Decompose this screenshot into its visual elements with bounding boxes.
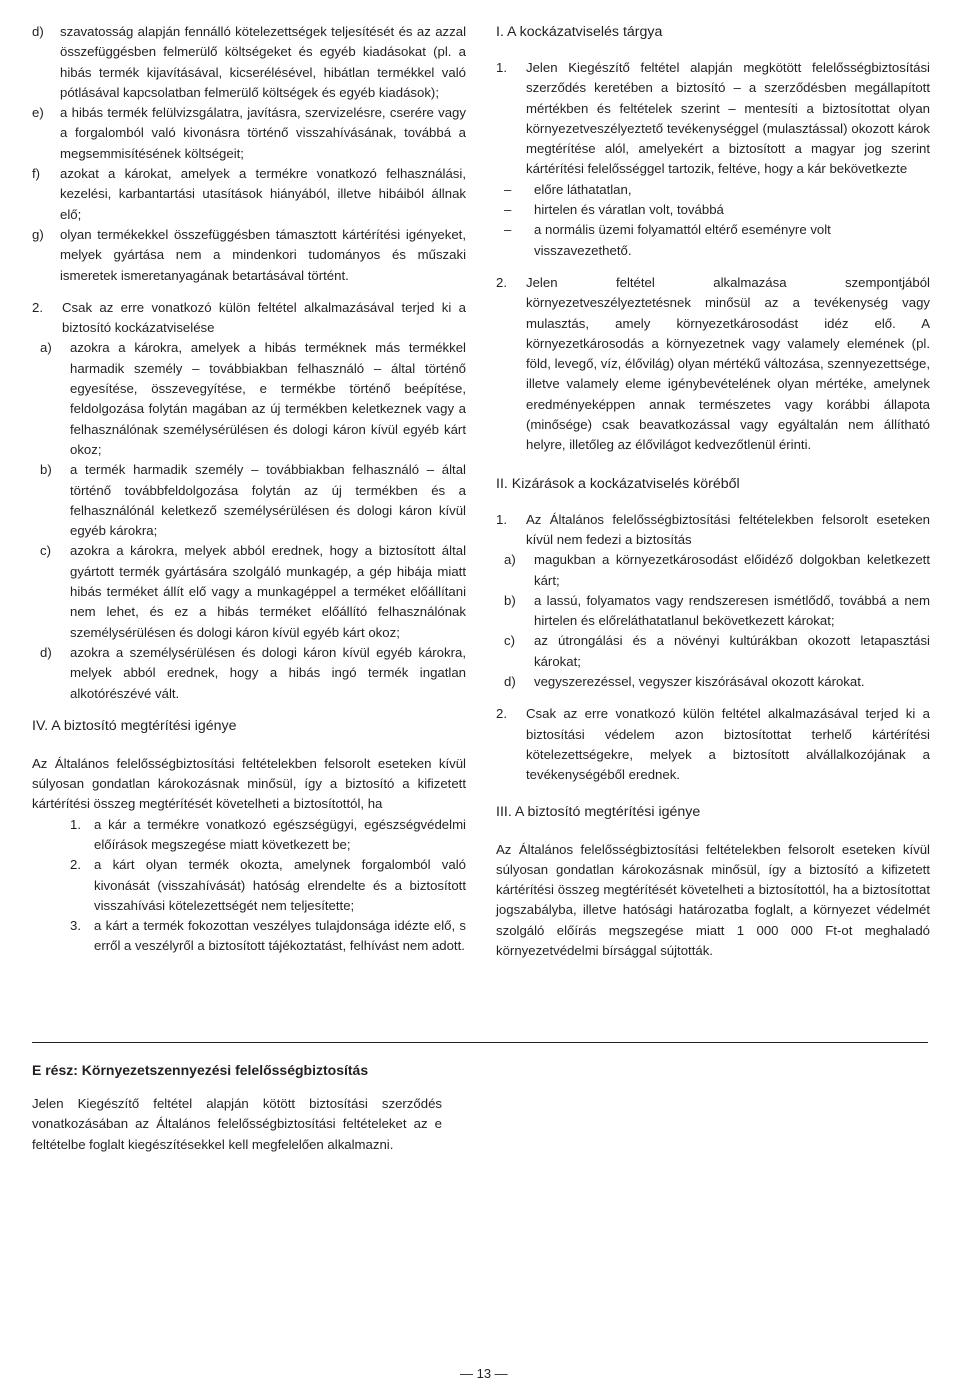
list-item — [496, 672, 930, 692]
list-item — [32, 460, 466, 541]
item-text: magukban a környezetkárosodást előidéző dolgokban keletkezett kárt; — [534, 552, 930, 588]
item-label: c) — [504, 633, 515, 649]
item-label: 1. — [496, 60, 507, 75]
item-text: vegyszerezéssel, vegyszer kiszórásával okozott károkat. — [534, 674, 865, 690]
list-item — [496, 200, 930, 220]
item-text: azokra a személysérülésen és dologi káron kívül egyéb károkra, melyek abból erednek, hogy a hibás ingó termék ingatlan alkotórészévé vált. — [70, 644, 466, 701]
item-label: 2. — [70, 857, 81, 873]
item-text: azokat a károkat, amelyek a termékre vonatkozó felhasználási, kezelési, karbantartási utasítások hiányából, illetve hibáiból állnak elő; — [60, 166, 466, 222]
item-text: a termék harmadik személy – továbbiakban felhasználó – által történő továbbfeldolgozása folytán az új termékben és a felhasználónál keletkező személysérülésen és dologi káron kívül egyéb károkra; — [70, 462, 466, 539]
item-label: e) — [32, 105, 44, 121]
item-text: Jelen feltétel alkalmazása szempontjából környezetveszélyeztetésnek minősül az a tevékenység vagy mulasztás, amely környezetkárosodást idéz elő. A környezetkárosodás a környezetnek vagy valamely elemének (pl. föld, levegő, víz, élővilág) olyan mértékű változása, szennyezettsége, illetve valamely eleme igénybevételének olyan mértéke, amelynek eredményeképpen annak természetes vagy korábbi állapota (minősége) csak beavatkozással vagy egyáltalán nem állítható helyre, illetőleg az élővilágot kedvezőtlenül érinti. — [526, 274, 930, 453]
list-item — [496, 550, 930, 591]
numbered-paragraph — [32, 298, 466, 339]
section-heading: II. Kizárások a kockázatviselés köréből — [496, 475, 740, 492]
item-text: hirtelen és váratlan volt, továbbá — [534, 202, 724, 218]
item-label: c) — [40, 543, 51, 559]
item-text: a kárt a termék fokozottan veszélyes tulajdonsága idézte elő, s erről a veszélyről a biztosított tájékoztatást, felhívást nem adott. — [94, 918, 466, 954]
paragraph: Jelen Kiegészítő feltétel alapján kötött biztosítási szerződés vonatkozásában az Általános felelősségbiztosítási feltételeket az e feltételbe foglalt kiegészítésekkel kell megfelelően alkalmazni. — [32, 1096, 442, 1152]
paragraph: Az Általános felelősségbiztosítási feltételekben felsorolt eseteken kívül súlyosan gondatlan károkozásnak minősül, így a biztosító a kifizetett kártérítési összeg megtérítését követelheti a biztosítottól, ha — [32, 755, 466, 812]
page-number: — 13 — — [460, 1366, 508, 1381]
list-item — [32, 855, 466, 916]
item-label: b) — [504, 592, 516, 608]
section-divider — [32, 1042, 928, 1043]
item-text: azokra a károkra, amelyek a hibás terméknek más termékkel harmadik személy – továbbiakban felhasználó – által történő egyesítése, összevegyítése, e termékbe történő beépítése, feldolgozása folytán magában az új termékben keletkeznek vagy a felhasználónak személysérülésen és dologi káron kívül egyéb kárt okoz; — [70, 340, 466, 457]
item-text: az útrongálási és a növényi kultúrákban okozott letapasztási károkat; — [534, 633, 930, 669]
item-text: a kárt olyan termék okozta, amelynek forgalomból való kivonását (visszahívását) hatóság elrendelte és a biztosított visszahívási kötelezettségét nem teljesítette; — [94, 857, 466, 913]
item-label: 1. — [496, 511, 507, 527]
section-heading: III. A biztosító megtérítési igénye — [496, 803, 701, 820]
list-item — [496, 220, 930, 261]
item-text: azokra a károkra, melyek abból erednek, hogy a biztosított által gyártott termék gyártására szolgáló munkagép, a gép hibája miatt hibás terméket állít elő vagy a munkagéppel a terméket előállítani nem lehet, és ez a hibás terméket előállító felhasználónak személysérülésen és dologi káron kívül egyéb kárt okoz; — [70, 543, 466, 640]
section-heading: IV. A biztosító megtérítési igénye — [32, 717, 237, 734]
numbered-paragraph — [496, 58, 930, 180]
paragraph: Az Általános felelősségbiztosítási feltételekben felsorolt eseteken kívül súlyosan gondatlan károkozásnak minősül, így a biztosító a kifizetett kártérítési összeg megtérítését követelheti a biztosítottól, ha a biztosítottat jogszabályba, illetve hatósági határozatba foglalt, a környezet védelmét szolgáló előírás megszegése miatt 1 000 000 Ft-ot meghaladó környezetvédelmi bírsággal sújtották. — [496, 841, 930, 958]
list-item — [496, 591, 930, 632]
item-text: olyan termékekkel összefüggésben támasztott kártérítési igényeket, melyek gyártása nem a mindenkori tudományos és műszaki ismeretek ismeretanyagának betartásával történt. — [60, 226, 466, 283]
item-label: 2. — [496, 706, 507, 722]
item-label: d) — [504, 674, 516, 690]
item-label: f) — [32, 166, 41, 182]
item-text: a normális üzemi folyamattól eltérő eseményre volt visszavezethető. — [534, 222, 831, 258]
dash-marker: – — [504, 202, 512, 218]
list-item — [496, 631, 930, 672]
list-item — [32, 103, 466, 164]
item-text: Csak az erre vonatkozó külön feltétel alkalmazásával terjed ki a biztosító kockázatviselése — [62, 299, 466, 336]
item-text: Csak az erre vonatkozó külön feltétel alkalmazásával terjed ki a biztosítási védelem azon biztosítottat terhelő kártérítési kötelezettségekre, melyek a biztosított alvállalkozójának a tevékenységéből erednek. — [526, 706, 930, 783]
item-label: g) — [32, 226, 44, 242]
item-label: a) — [40, 340, 52, 356]
item-label: 3. — [70, 918, 81, 934]
list-item — [32, 815, 466, 856]
numbered-paragraph — [496, 704, 930, 785]
section-heading: I. A kockázatviselés tárgya — [496, 24, 663, 40]
item-label: d) — [40, 644, 52, 660]
part-e-section — [32, 1060, 442, 1155]
part-heading: E rész: Környezetszennyezési felelősségbiztosítás — [32, 1062, 369, 1078]
dash-marker: – — [504, 222, 512, 238]
item-label: b) — [40, 462, 52, 478]
item-label: 2. — [496, 274, 507, 290]
left-column — [32, 22, 466, 957]
item-label: d) — [32, 24, 44, 39]
item-text: előre láthatatlan, — [534, 181, 632, 197]
list-item — [496, 180, 930, 200]
list-item — [32, 225, 466, 286]
list-item — [32, 541, 466, 642]
numbered-paragraph — [496, 510, 930, 551]
item-label: a) — [504, 552, 516, 568]
item-text: a hibás termék felülvizsgálatra, javításra, szervizelésre, cserére vagy a forgalomból való kivonásra történő visszahívásának, továbbá a megsemmisítésének költségeit; — [60, 105, 466, 161]
list-item — [32, 164, 466, 225]
item-label: 1. — [70, 816, 81, 832]
list-item — [32, 643, 466, 704]
item-label: 2. — [32, 299, 43, 315]
right-column — [496, 22, 930, 961]
item-text: a kár a termékre vonatkozó egészségügyi, egészségvédelmi előírások megszegése miatt következett be; — [94, 816, 466, 852]
list-item — [32, 916, 466, 957]
item-text: szavatosság alapján fennálló kötelezettségek teljesítését és az azzal összefüggésben felmerülő költségeket és egyéb kiadásokat (pl. a hibás termék kijavításával, kicserélésével, hibátlan termékkel való pótlásával kapcsolatban felmerülő költségek és egyéb kiadások); — [60, 24, 466, 100]
list-item — [32, 338, 466, 460]
numbered-paragraph — [496, 273, 930, 456]
item-text: Az Általános felelősségbiztosítási feltételekben felsorolt eseteken kívül nem fedezi a biztosítás — [526, 511, 930, 547]
list-item — [32, 22, 466, 103]
dash-marker: – — [504, 181, 512, 197]
item-text: a lassú, folyamatos vagy rendszeresen ismétlődő, továbbá a nem hirtelen és előreláthatatlanul bekövetkezett károkat; — [534, 592, 930, 629]
item-text: Jelen Kiegészítő feltétel alapján megkötött felelősségbiztosítási szerződés keretében a biztosító – a szerződésben megállapított mértékben és feltételek szerint – mentesíti a biztosítottat olyan környezetveszélyeztető tevékenységgel (mulasztással) okozott károk megtérítése alól, amelyekért a biztosított a magyar jog szerint kártérítési felelősséggel tartozik, feltéve, hogy a kár bekövetkezte — [526, 60, 930, 177]
